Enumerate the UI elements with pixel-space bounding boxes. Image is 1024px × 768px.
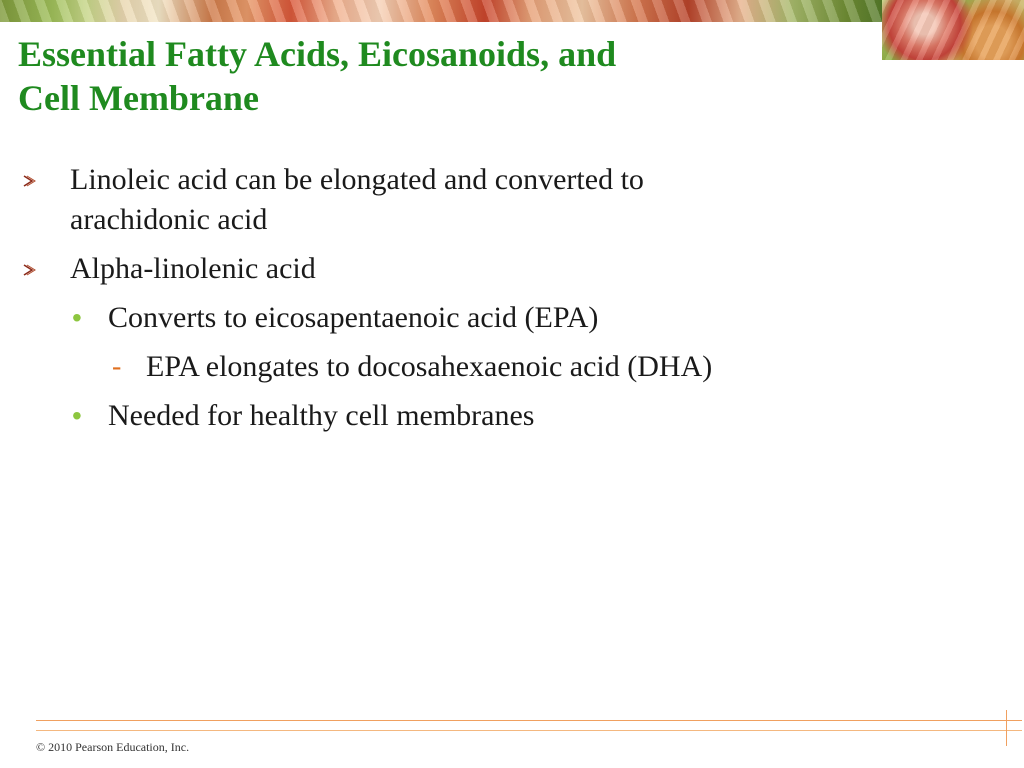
- sub-bullet-text: Needed for healthy cell membranes: [108, 399, 535, 432]
- bullet-item-alpha-linolenic: [0, 249, 1000, 289]
- slide-title: [18, 32, 838, 120]
- footer-rule-top: [36, 720, 1022, 721]
- arrow-bullet-icon: [22, 174, 36, 188]
- header-image-strip: [0, 0, 882, 22]
- dot-bullet-icon: •: [72, 400, 82, 431]
- dot-bullet-icon: •: [72, 302, 82, 333]
- dash-bullet-icon: -: [112, 351, 122, 382]
- footer-rule-tick: [1006, 710, 1007, 746]
- bullet-text-continued: arachidonic acid: [70, 203, 268, 236]
- bullet-text: Alpha-linolenic acid: [70, 252, 316, 285]
- bullet-list: [0, 160, 1000, 436]
- arrow-bullet-icon: [22, 263, 36, 277]
- sub-sub-bullet-text: EPA elongates to docosahexaenoic acid (DHA): [146, 350, 713, 383]
- sub-sub-bullet-item-dha: [0, 347, 1000, 387]
- bullet-text: Linoleic acid can be elongated and converted to: [70, 163, 644, 196]
- slide-title-line-1: Essential Fatty Acids, Eicosanoids, and: [18, 34, 617, 74]
- sub-bullet-item-epa: [0, 298, 1000, 338]
- sub-bullet-text: Converts to eicosapentaenoic acid (EPA): [108, 301, 599, 334]
- corner-food-image: [882, 0, 1024, 60]
- bullet-item-linoleic: [0, 160, 1000, 240]
- slide-title-line-2: Cell Membrane: [18, 78, 259, 118]
- footer-rule-bottom: [36, 730, 1022, 731]
- sub-bullet-item-membranes: [0, 396, 1000, 436]
- copyright-footer: © 2010 Pearson Education, Inc.: [36, 740, 190, 754]
